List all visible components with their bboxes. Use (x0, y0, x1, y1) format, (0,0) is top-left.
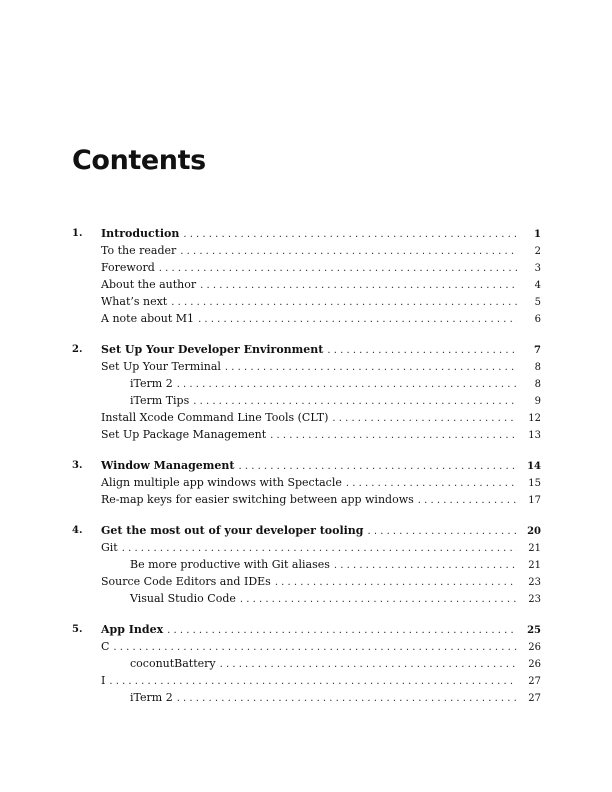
entry-title: I (101, 672, 109, 689)
toc-chapter-heading[interactable] (72, 225, 541, 242)
chapter-number: 4. (72, 525, 83, 536)
dot-leader (177, 376, 517, 392)
page-number: 12 (528, 413, 541, 424)
page-number: 13 (528, 430, 541, 441)
page-number: 6 (534, 314, 541, 325)
dot-leader (159, 260, 517, 276)
page-number: 23 (528, 594, 541, 605)
toc-entry[interactable] (72, 358, 541, 375)
entry-title: About the author (101, 276, 200, 293)
page-number: 15 (528, 478, 541, 489)
dot-leader (180, 243, 517, 259)
entry-title: Align multiple app windows with Spectacle (101, 474, 346, 491)
toc-entry[interactable] (72, 392, 541, 409)
page-number: 2 (534, 246, 541, 257)
entry-title: To the reader (101, 242, 180, 259)
page-number: 9 (534, 396, 541, 407)
toc-entry[interactable] (72, 491, 541, 508)
toc-entry[interactable] (72, 672, 541, 689)
entry-title: Be more productive with Git aliases (130, 556, 334, 573)
page-number: 21 (528, 543, 541, 554)
toc-chapter (72, 522, 541, 607)
entry-title: Set Up Your Terminal (101, 358, 225, 375)
dot-leader (220, 656, 517, 672)
toc-entry[interactable] (72, 242, 541, 259)
toc-entry[interactable] (72, 689, 541, 706)
chapter-title: Window Management (101, 457, 239, 474)
page-number: 1 (534, 229, 541, 240)
dot-leader (346, 475, 517, 491)
entry-title: coconutBattery (130, 655, 220, 672)
entry-title: Source Code Editors and IDEs (101, 573, 275, 590)
chapter-title: Introduction (101, 225, 183, 242)
page-number: 3 (534, 263, 541, 274)
dot-leader (177, 690, 517, 706)
page-number: 25 (527, 625, 541, 636)
chapter-number: 3. (72, 460, 83, 471)
page-number: 20 (527, 526, 541, 537)
toc-chapter-heading[interactable] (72, 457, 541, 474)
page-number: 8 (534, 362, 541, 373)
dot-leader (167, 622, 517, 638)
page-number: 26 (528, 642, 541, 653)
toc-entry[interactable] (72, 655, 541, 672)
page-number: 27 (528, 676, 541, 687)
page-number: 7 (534, 345, 541, 356)
chapter-number: 2. (72, 344, 83, 355)
chapter-number: 1. (72, 228, 83, 239)
entry-title: iTerm Tips (130, 392, 193, 409)
page-number: 4 (534, 280, 541, 291)
dot-leader (113, 639, 517, 655)
toc-chapter-heading[interactable] (72, 621, 541, 638)
page-number: 21 (528, 560, 541, 571)
toc-entry[interactable] (72, 590, 541, 607)
entry-title: Install Xcode Command Line Tools (CLT) (101, 409, 332, 426)
page-number: 5 (534, 297, 541, 308)
dot-leader (109, 673, 517, 689)
dot-leader (183, 226, 517, 242)
dot-leader (368, 523, 518, 539)
dot-leader (275, 574, 517, 590)
entry-title: Git (101, 539, 122, 556)
toc-entry[interactable] (72, 638, 541, 655)
toc-entry[interactable] (72, 276, 541, 293)
toc-entry[interactable] (72, 375, 541, 392)
table-of-contents (72, 225, 541, 720)
entry-title: iTerm 2 (130, 375, 177, 392)
entry-title: Re-map keys for easier switching between app windows (101, 491, 418, 508)
toc-entry[interactable] (72, 539, 541, 556)
page-number: 17 (528, 495, 541, 506)
toc-chapter-heading[interactable] (72, 341, 541, 358)
dot-leader (193, 393, 517, 409)
entry-title: iTerm 2 (130, 689, 177, 706)
entry-title: C (101, 638, 113, 655)
page-number: 23 (528, 577, 541, 588)
dot-leader (198, 311, 517, 327)
dot-leader (334, 557, 517, 573)
dot-leader (200, 277, 517, 293)
entry-title: Visual Studio Code (130, 590, 240, 607)
toc-entry[interactable] (72, 293, 541, 310)
chapter-title: App Index (101, 621, 167, 638)
page-number: 14 (527, 461, 541, 472)
toc-chapter (72, 621, 541, 706)
entry-title: Set Up Package Management (101, 426, 270, 443)
dot-leader (327, 342, 517, 358)
toc-chapter (72, 225, 541, 327)
dot-leader (240, 591, 517, 607)
toc-entry[interactable] (72, 474, 541, 491)
toc-entry[interactable] (72, 573, 541, 590)
toc-entry[interactable] (72, 556, 541, 573)
toc-entry[interactable] (72, 426, 541, 443)
dot-leader (239, 458, 518, 474)
dot-leader (418, 492, 517, 508)
toc-entry[interactable] (72, 259, 541, 276)
page-number: 26 (528, 659, 541, 670)
entry-title: Foreword (101, 259, 159, 276)
dot-leader (270, 427, 517, 443)
entry-title: A note about M1 (101, 310, 198, 327)
chapter-number: 5. (72, 624, 83, 635)
dot-leader (171, 294, 517, 310)
entry-title: What’s next (101, 293, 171, 310)
page-number: 8 (534, 379, 541, 390)
chapter-title: Get the most out of your developer tooling (101, 522, 368, 539)
toc-chapter (72, 457, 541, 508)
page-number: 27 (528, 693, 541, 704)
toc-entry[interactable] (72, 310, 541, 327)
page-title: Contents (72, 145, 206, 176)
toc-chapter (72, 341, 541, 443)
chapter-title: Set Up Your Developer Environment (101, 341, 327, 358)
toc-chapter-heading[interactable] (72, 522, 541, 539)
dot-leader (122, 540, 517, 556)
toc-entry[interactable] (72, 409, 541, 426)
dot-leader (332, 410, 517, 426)
dot-leader (225, 359, 517, 375)
